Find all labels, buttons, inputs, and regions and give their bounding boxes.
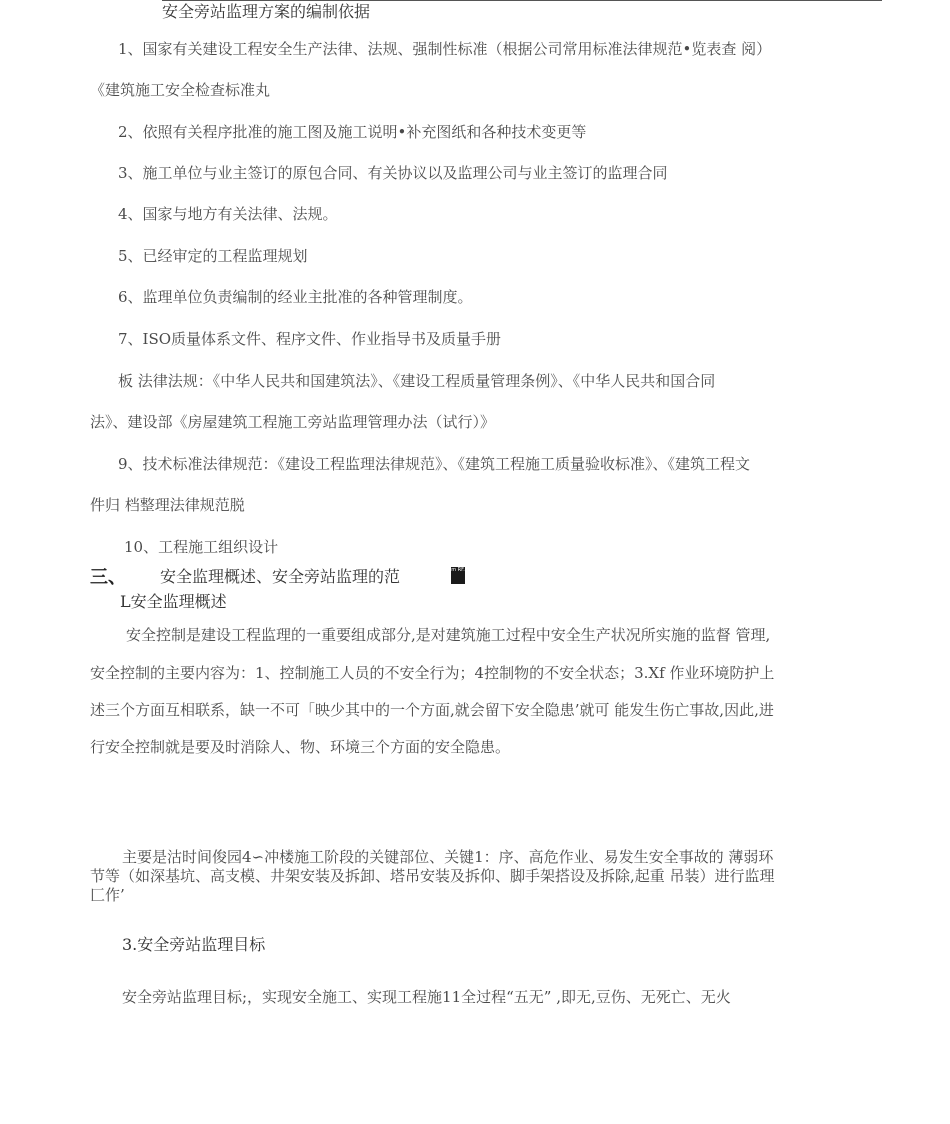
chapter-title: 安全监理概述、安全旁站监理的范 (160, 567, 401, 586)
basis-item-1: 1、国家有关建设工程安全生产法律、法规、强制性标准（根据公司常用标准法律规范•览表查 阅） (118, 40, 772, 58)
basis-item-2: 2、依照有关程序批准的施工图及施工说明•补充图纸和各种技术变更等 (118, 123, 587, 141)
subsection-3-title: 3.安全旁站监理目标 (122, 935, 266, 954)
basis-item-7: 7、ISO质量体系文件、程序文件、作业指导书及质量手册 (118, 330, 502, 348)
goal-line: 安全旁站监理目标;，实现安全施工、实现工程施11全过程“五无” ,即无,豆伤、无死亡、无火 (122, 988, 731, 1006)
basis-item-3: 3、施工单位与业主签订的原包合同、有关协议以及监理公司与业主签订的监理合同 (118, 164, 668, 182)
basis-item-8-cont: 法》、建设部《房屋建筑工程施工旁站监理管理办法（试行）》 (90, 413, 496, 431)
basis-item-10: 10、工程施工组织设计 (124, 538, 279, 556)
scope-paragraph-line-1: 主要是沽时间俊园4∽冲楼施工阶段的关键部位、关键1：序、高危作业、易发生安全事故的 薄弱环 (122, 848, 774, 866)
sub1-paragraph-line-4: 行安全控制就是要及时消除人、物、环境三个方面的安全隐患。 (90, 738, 511, 756)
basis-item-5: 5、已经审定的工程监理规划 (118, 247, 308, 265)
top-rule (162, 0, 882, 1)
basis-item-4: 4、国家与地方有关法律、法规。 (118, 205, 338, 223)
basis-item-9-cont: 件归 档整理法律规范脱 (90, 496, 245, 514)
basis-item-6: 6、监理单位负责编制的经业主批准的各种管理制度。 (118, 288, 473, 306)
sub1-paragraph-line-2: 安全控制的主要内容为：1、控制施工人员的不安全行为；4控制物的不安全状态；3.Xf 作业环境防护上 (90, 664, 775, 682)
subsection-1-title: L安全监理概述 (120, 592, 227, 611)
chapter-number: 三、 (90, 567, 126, 588)
scope-paragraph-line-3: 匚作’ (90, 886, 125, 904)
basis-item-9: 9、技术标准法律规范：《建设工程监理法律规范》、《建筑工程施工质量验收标准》、《建筑工程文 (118, 455, 751, 473)
scope-paragraph-line-2: 节等（如深基坑、高支模、井架安装及拆卸、塔吊安装及拆仰、脚手架搭设及拆除,起重 吊装）进行监理 (90, 867, 775, 885)
basis-item-1-cont: 《建筑施工安全检查标准丸 (90, 81, 271, 99)
basis-item-8: 板 法律法规：《中华人民共和国建筑法》、《建设工程质量管理条例》、《中华人民共和国合同 (118, 372, 716, 390)
scan-mark-icon: m RF. (451, 567, 465, 584)
sub1-paragraph-line-1: 安全控制是建设工程监理的一重要组成部分,是对建筑施工过程中安全生产状况所实施的监督 管理, (126, 626, 771, 644)
section-basis-title: 安全旁站监理方案的编制依据 (162, 2, 371, 21)
sub1-paragraph-line-3: 述三个方面互相联系，缺一不可「映少其中的一个方面,就会留下安全隐患’就可 能发生伤亡事故,因此,进 (90, 701, 774, 719)
